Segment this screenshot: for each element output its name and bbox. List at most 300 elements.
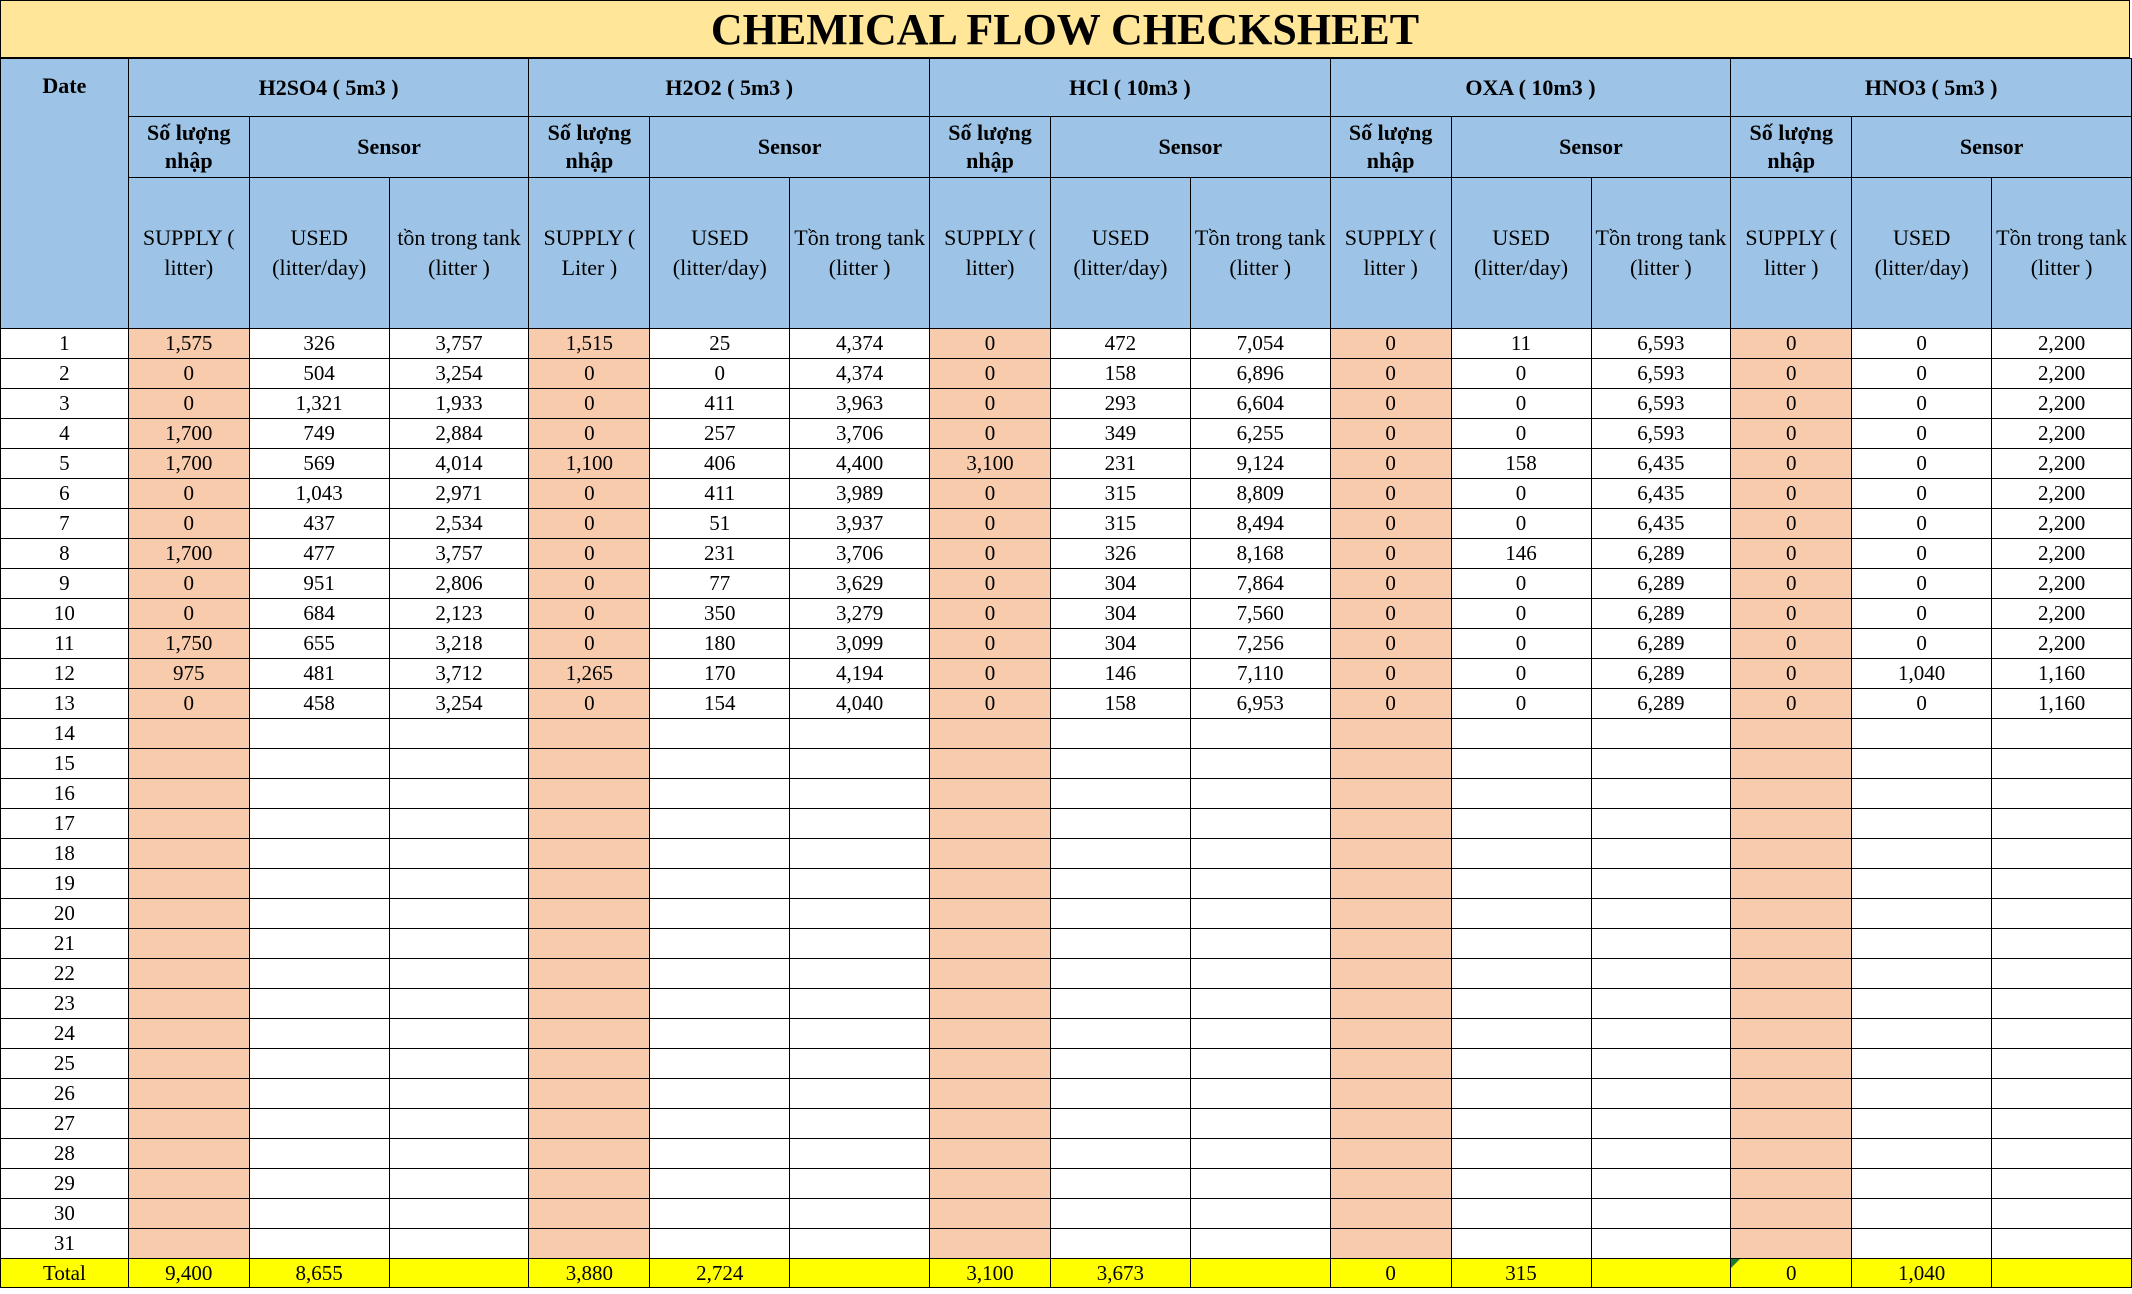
cell-supply-oxa[interactable]: 0 bbox=[1330, 539, 1451, 569]
cell-supply-hcl[interactable] bbox=[930, 869, 1051, 899]
cell-supply-h2o2[interactable] bbox=[529, 1139, 650, 1169]
cell-used-h2o2[interactable] bbox=[650, 959, 790, 989]
cell-used-hno3[interactable] bbox=[1852, 719, 1992, 749]
cell-used-hcl[interactable] bbox=[1050, 779, 1190, 809]
cell-used-hno3[interactable]: 0 bbox=[1852, 509, 1992, 539]
cell-supply-h2so4[interactable]: 0 bbox=[128, 509, 249, 539]
cell-used-oxa[interactable]: 0 bbox=[1451, 629, 1591, 659]
cell-supply-h2so4[interactable] bbox=[128, 749, 249, 779]
total-tank-h2so4[interactable] bbox=[389, 1259, 529, 1288]
cell-tank-h2so4[interactable]: 4,014 bbox=[389, 449, 529, 479]
cell-date[interactable]: 11 bbox=[1, 629, 129, 659]
cell-supply-oxa[interactable] bbox=[1330, 1109, 1451, 1139]
total-tank-hcl[interactable] bbox=[1190, 1259, 1330, 1288]
cell-used-hcl[interactable]: 231 bbox=[1050, 449, 1190, 479]
cell-supply-hcl[interactable]: 0 bbox=[930, 419, 1051, 449]
cell-tank-h2o2[interactable] bbox=[790, 1079, 930, 1109]
cell-supply-oxa[interactable]: 0 bbox=[1330, 419, 1451, 449]
used-header-oxa[interactable]: USED (litter/day) bbox=[1451, 178, 1591, 329]
cell-supply-oxa[interactable] bbox=[1330, 1049, 1451, 1079]
cell-used-oxa[interactable]: 11 bbox=[1451, 329, 1591, 359]
cell-tank-h2o2[interactable]: 3,099 bbox=[790, 629, 930, 659]
cell-tank-hcl[interactable]: 7,560 bbox=[1190, 599, 1330, 629]
cell-supply-h2o2[interactable]: 0 bbox=[529, 539, 650, 569]
cell-tank-hno3[interactable] bbox=[1992, 1199, 2132, 1229]
cell-tank-oxa[interactable] bbox=[1591, 1199, 1731, 1229]
cell-supply-h2so4[interactable] bbox=[128, 959, 249, 989]
cell-used-hcl[interactable]: 349 bbox=[1050, 419, 1190, 449]
cell-date[interactable]: 16 bbox=[1, 779, 129, 809]
cell-used-h2o2[interactable] bbox=[650, 719, 790, 749]
cell-supply-hno3[interactable] bbox=[1731, 1109, 1852, 1139]
cell-tank-hcl[interactable] bbox=[1190, 809, 1330, 839]
cell-tank-h2o2[interactable] bbox=[790, 1049, 930, 1079]
cell-supply-h2so4[interactable]: 1,575 bbox=[128, 329, 249, 359]
qty-header-h2o2[interactable]: Số lượng nhập bbox=[529, 117, 650, 178]
cell-used-oxa[interactable] bbox=[1451, 779, 1591, 809]
cell-supply-h2so4[interactable]: 1,700 bbox=[128, 419, 249, 449]
sensor-header-h2so4[interactable]: Sensor bbox=[249, 117, 529, 178]
cell-used-oxa[interactable] bbox=[1451, 959, 1591, 989]
cell-used-hcl[interactable] bbox=[1050, 719, 1190, 749]
cell-used-hcl[interactable]: 158 bbox=[1050, 359, 1190, 389]
cell-supply-h2o2[interactable]: 0 bbox=[529, 629, 650, 659]
cell-supply-oxa[interactable]: 0 bbox=[1330, 449, 1451, 479]
cell-date[interactable]: 18 bbox=[1, 839, 129, 869]
cell-tank-hcl[interactable] bbox=[1190, 1139, 1330, 1169]
total-used-hcl[interactable]: 3,673 bbox=[1050, 1259, 1190, 1288]
total-supply-h2so4[interactable]: 9,400 bbox=[128, 1259, 249, 1288]
cell-used-hcl[interactable]: 304 bbox=[1050, 569, 1190, 599]
cell-tank-hcl[interactable]: 6,953 bbox=[1190, 689, 1330, 719]
cell-used-hcl[interactable] bbox=[1050, 1019, 1190, 1049]
cell-used-hno3[interactable]: 0 bbox=[1852, 539, 1992, 569]
cell-used-h2so4[interactable]: 684 bbox=[249, 599, 389, 629]
total-used-oxa[interactable]: 315 bbox=[1451, 1259, 1591, 1288]
cell-tank-h2so4[interactable]: 3,218 bbox=[389, 629, 529, 659]
cell-supply-h2so4[interactable] bbox=[128, 1019, 249, 1049]
cell-tank-h2so4[interactable] bbox=[389, 929, 529, 959]
cell-tank-oxa[interactable] bbox=[1591, 989, 1731, 1019]
cell-tank-h2so4[interactable] bbox=[389, 1199, 529, 1229]
cell-tank-h2o2[interactable]: 4,400 bbox=[790, 449, 930, 479]
cell-tank-h2o2[interactable] bbox=[790, 929, 930, 959]
cell-tank-h2so4[interactable]: 2,971 bbox=[389, 479, 529, 509]
cell-tank-h2o2[interactable]: 4,374 bbox=[790, 359, 930, 389]
cell-tank-oxa[interactable] bbox=[1591, 869, 1731, 899]
total-supply-hcl[interactable]: 3,100 bbox=[930, 1259, 1051, 1288]
cell-supply-h2so4[interactable] bbox=[128, 989, 249, 1019]
used-header-hcl[interactable]: USED (litter/day) bbox=[1050, 178, 1190, 329]
cell-used-h2so4[interactable] bbox=[249, 839, 389, 869]
cell-used-h2o2[interactable]: 231 bbox=[650, 539, 790, 569]
cell-supply-hcl[interactable] bbox=[930, 719, 1051, 749]
cell-used-oxa[interactable] bbox=[1451, 869, 1591, 899]
cell-used-oxa[interactable]: 0 bbox=[1451, 359, 1591, 389]
cell-date[interactable]: 20 bbox=[1, 899, 129, 929]
cell-used-h2so4[interactable]: 749 bbox=[249, 419, 389, 449]
supply-header-h2so4[interactable]: SUPPLY ( litter) bbox=[128, 178, 249, 329]
cell-supply-h2o2[interactable] bbox=[529, 1169, 650, 1199]
cell-supply-hno3[interactable]: 0 bbox=[1731, 569, 1852, 599]
cell-used-hno3[interactable] bbox=[1852, 1109, 1992, 1139]
cell-tank-hno3[interactable]: 2,200 bbox=[1992, 389, 2132, 419]
cell-supply-hcl[interactable] bbox=[930, 929, 1051, 959]
cell-date[interactable]: 7 bbox=[1, 509, 129, 539]
cell-supply-oxa[interactable] bbox=[1330, 869, 1451, 899]
cell-tank-h2so4[interactable]: 3,254 bbox=[389, 689, 529, 719]
cell-used-hno3[interactable] bbox=[1852, 989, 1992, 1019]
cell-used-h2so4[interactable] bbox=[249, 779, 389, 809]
cell-date[interactable]: 29 bbox=[1, 1169, 129, 1199]
cell-tank-h2o2[interactable]: 3,706 bbox=[790, 539, 930, 569]
cell-supply-h2so4[interactable]: 975 bbox=[128, 659, 249, 689]
cell-used-oxa[interactable]: 0 bbox=[1451, 389, 1591, 419]
cell-tank-hno3[interactable] bbox=[1992, 1019, 2132, 1049]
cell-tank-h2o2[interactable]: 3,629 bbox=[790, 569, 930, 599]
cell-supply-hno3[interactable] bbox=[1731, 989, 1852, 1019]
cell-used-hno3[interactable] bbox=[1852, 869, 1992, 899]
cell-tank-oxa[interactable] bbox=[1591, 779, 1731, 809]
cell-used-hcl[interactable] bbox=[1050, 1199, 1190, 1229]
cell-supply-h2so4[interactable]: 0 bbox=[128, 359, 249, 389]
cell-date[interactable]: 10 bbox=[1, 599, 129, 629]
cell-used-h2o2[interactable] bbox=[650, 1169, 790, 1199]
cell-used-h2o2[interactable]: 51 bbox=[650, 509, 790, 539]
cell-supply-h2o2[interactable] bbox=[529, 1229, 650, 1259]
cell-tank-hno3[interactable]: 2,200 bbox=[1992, 539, 2132, 569]
total-tank-h2o2[interactable] bbox=[790, 1259, 930, 1288]
cell-used-oxa[interactable] bbox=[1451, 749, 1591, 779]
cell-used-oxa[interactable] bbox=[1451, 899, 1591, 929]
cell-tank-hcl[interactable] bbox=[1190, 899, 1330, 929]
cell-tank-h2so4[interactable] bbox=[389, 809, 529, 839]
cell-supply-hno3[interactable]: 0 bbox=[1731, 659, 1852, 689]
cell-used-hno3[interactable]: 0 bbox=[1852, 569, 1992, 599]
cell-used-h2o2[interactable]: 180 bbox=[650, 629, 790, 659]
qty-header-hcl[interactable]: Số lượng nhập bbox=[930, 117, 1051, 178]
cell-used-h2so4[interactable] bbox=[249, 1019, 389, 1049]
cell-supply-hcl[interactable] bbox=[930, 1199, 1051, 1229]
cell-used-hcl[interactable] bbox=[1050, 989, 1190, 1019]
cell-used-h2o2[interactable] bbox=[650, 1109, 790, 1139]
cell-tank-hno3[interactable]: 2,200 bbox=[1992, 449, 2132, 479]
cell-used-h2o2[interactable]: 170 bbox=[650, 659, 790, 689]
supply-header-oxa[interactable]: SUPPLY ( litter ) bbox=[1330, 178, 1451, 329]
cell-used-h2o2[interactable]: 350 bbox=[650, 599, 790, 629]
cell-tank-h2so4[interactable] bbox=[389, 989, 529, 1019]
cell-used-hno3[interactable]: 0 bbox=[1852, 689, 1992, 719]
cell-tank-h2so4[interactable] bbox=[389, 1139, 529, 1169]
cell-supply-h2so4[interactable]: 1,700 bbox=[128, 449, 249, 479]
cell-used-h2o2[interactable] bbox=[650, 749, 790, 779]
cell-supply-oxa[interactable]: 0 bbox=[1330, 629, 1451, 659]
total-supply-oxa[interactable]: 0 bbox=[1330, 1259, 1451, 1288]
cell-tank-hno3[interactable]: 2,200 bbox=[1992, 599, 2132, 629]
cell-tank-hcl[interactable]: 7,054 bbox=[1190, 329, 1330, 359]
cell-date[interactable]: 23 bbox=[1, 989, 129, 1019]
sensor-header-h2o2[interactable]: Sensor bbox=[650, 117, 930, 178]
cell-used-hno3[interactable] bbox=[1852, 1079, 1992, 1109]
cell-supply-hcl[interactable]: 0 bbox=[930, 359, 1051, 389]
cell-used-h2so4[interactable]: 458 bbox=[249, 689, 389, 719]
cell-tank-h2so4[interactable]: 3,757 bbox=[389, 539, 529, 569]
cell-supply-h2so4[interactable] bbox=[128, 1049, 249, 1079]
cell-used-hcl[interactable]: 472 bbox=[1050, 329, 1190, 359]
cell-date[interactable]: 5 bbox=[1, 449, 129, 479]
cell-used-oxa[interactable]: 0 bbox=[1451, 569, 1591, 599]
cell-tank-oxa[interactable]: 6,593 bbox=[1591, 359, 1731, 389]
cell-used-hno3[interactable] bbox=[1852, 1049, 1992, 1079]
cell-supply-oxa[interactable]: 0 bbox=[1330, 479, 1451, 509]
cell-supply-hno3[interactable] bbox=[1731, 1169, 1852, 1199]
cell-tank-oxa[interactable] bbox=[1591, 1109, 1731, 1139]
cell-used-hcl[interactable] bbox=[1050, 1049, 1190, 1079]
cell-tank-hno3[interactable] bbox=[1992, 989, 2132, 1019]
cell-used-oxa[interactable]: 0 bbox=[1451, 659, 1591, 689]
cell-used-hno3[interactable] bbox=[1852, 1229, 1992, 1259]
cell-tank-hno3[interactable] bbox=[1992, 719, 2132, 749]
cell-supply-hno3[interactable]: 0 bbox=[1731, 629, 1852, 659]
cell-supply-hcl[interactable] bbox=[930, 1079, 1051, 1109]
tank-header-hno3[interactable]: Tồn trong tank (litter ) bbox=[1992, 178, 2132, 329]
cell-supply-h2o2[interactable]: 0 bbox=[529, 599, 650, 629]
cell-used-h2so4[interactable]: 655 bbox=[249, 629, 389, 659]
cell-tank-oxa[interactable]: 6,593 bbox=[1591, 419, 1731, 449]
tank-header-hcl[interactable]: Tồn trong tank (litter ) bbox=[1190, 178, 1330, 329]
cell-supply-h2o2[interactable] bbox=[529, 899, 650, 929]
cell-used-h2o2[interactable] bbox=[650, 1139, 790, 1169]
cell-tank-h2so4[interactable] bbox=[389, 1049, 529, 1079]
cell-used-hno3[interactable] bbox=[1852, 809, 1992, 839]
cell-tank-hno3[interactable] bbox=[1992, 869, 2132, 899]
cell-supply-hcl[interactable]: 0 bbox=[930, 689, 1051, 719]
cell-tank-hcl[interactable] bbox=[1190, 1049, 1330, 1079]
cell-used-hcl[interactable] bbox=[1050, 929, 1190, 959]
cell-tank-hno3[interactable]: 2,200 bbox=[1992, 629, 2132, 659]
cell-tank-oxa[interactable]: 6,289 bbox=[1591, 569, 1731, 599]
sensor-header-oxa[interactable]: Sensor bbox=[1451, 117, 1731, 178]
cell-supply-h2so4[interactable] bbox=[128, 839, 249, 869]
cell-used-h2so4[interactable]: 477 bbox=[249, 539, 389, 569]
cell-date[interactable]: 2 bbox=[1, 359, 129, 389]
cell-supply-hcl[interactable] bbox=[930, 1019, 1051, 1049]
cell-supply-h2so4[interactable]: 0 bbox=[128, 389, 249, 419]
cell-used-hcl[interactable] bbox=[1050, 899, 1190, 929]
cell-used-h2so4[interactable] bbox=[249, 719, 389, 749]
cell-used-h2so4[interactable]: 326 bbox=[249, 329, 389, 359]
cell-tank-h2so4[interactable] bbox=[389, 1169, 529, 1199]
cell-used-h2o2[interactable]: 411 bbox=[650, 479, 790, 509]
cell-supply-h2so4[interactable] bbox=[128, 719, 249, 749]
cell-used-oxa[interactable] bbox=[1451, 1049, 1591, 1079]
cell-tank-oxa[interactable] bbox=[1591, 1229, 1731, 1259]
cell-used-h2so4[interactable]: 481 bbox=[249, 659, 389, 689]
cell-supply-h2o2[interactable] bbox=[529, 959, 650, 989]
cell-supply-h2o2[interactable] bbox=[529, 1079, 650, 1109]
cell-supply-oxa[interactable]: 0 bbox=[1330, 659, 1451, 689]
supply-header-hcl[interactable]: SUPPLY ( litter) bbox=[930, 178, 1051, 329]
cell-tank-hno3[interactable]: 1,160 bbox=[1992, 659, 2132, 689]
cell-tank-h2so4[interactable] bbox=[389, 1079, 529, 1109]
chemical-header-hcl[interactable]: HCl ( 10m3 ) bbox=[930, 59, 1331, 117]
cell-used-hno3[interactable]: 0 bbox=[1852, 599, 1992, 629]
cell-supply-h2so4[interactable] bbox=[128, 1139, 249, 1169]
cell-date[interactable]: 24 bbox=[1, 1019, 129, 1049]
cell-used-hno3[interactable] bbox=[1852, 1169, 1992, 1199]
cell-tank-oxa[interactable]: 6,289 bbox=[1591, 629, 1731, 659]
cell-supply-oxa[interactable] bbox=[1330, 809, 1451, 839]
cell-date[interactable]: 19 bbox=[1, 869, 129, 899]
cell-used-hno3[interactable]: 0 bbox=[1852, 359, 1992, 389]
cell-tank-oxa[interactable] bbox=[1591, 1139, 1731, 1169]
cell-used-h2o2[interactable] bbox=[650, 989, 790, 1019]
cell-used-hcl[interactable] bbox=[1050, 1169, 1190, 1199]
cell-used-h2o2[interactable] bbox=[650, 899, 790, 929]
cell-supply-h2o2[interactable]: 0 bbox=[529, 689, 650, 719]
cell-used-oxa[interactable] bbox=[1451, 1019, 1591, 1049]
cell-tank-hno3[interactable]: 2,200 bbox=[1992, 329, 2132, 359]
cell-supply-hcl[interactable] bbox=[930, 779, 1051, 809]
cell-tank-h2o2[interactable]: 3,963 bbox=[790, 389, 930, 419]
cell-supply-hno3[interactable] bbox=[1731, 1019, 1852, 1049]
cell-used-hcl[interactable] bbox=[1050, 1079, 1190, 1109]
cell-supply-h2o2[interactable]: 1,515 bbox=[529, 329, 650, 359]
cell-date[interactable]: 13 bbox=[1, 689, 129, 719]
cell-tank-h2o2[interactable] bbox=[790, 1169, 930, 1199]
cell-tank-hcl[interactable] bbox=[1190, 1019, 1330, 1049]
used-header-hno3[interactable]: USED (litter/day) bbox=[1852, 178, 1992, 329]
cell-supply-h2o2[interactable]: 0 bbox=[529, 569, 650, 599]
cell-used-oxa[interactable] bbox=[1451, 839, 1591, 869]
cell-tank-h2o2[interactable]: 3,937 bbox=[790, 509, 930, 539]
cell-supply-h2o2[interactable]: 0 bbox=[529, 419, 650, 449]
cell-supply-hno3[interactable] bbox=[1731, 839, 1852, 869]
cell-used-hno3[interactable] bbox=[1852, 779, 1992, 809]
cell-supply-h2o2[interactable]: 1,265 bbox=[529, 659, 650, 689]
cell-used-h2so4[interactable] bbox=[249, 1229, 389, 1259]
cell-supply-h2so4[interactable]: 1,750 bbox=[128, 629, 249, 659]
cell-used-hcl[interactable]: 293 bbox=[1050, 389, 1190, 419]
cell-supply-h2o2[interactable] bbox=[529, 1109, 650, 1139]
cell-supply-hno3[interactable] bbox=[1731, 749, 1852, 779]
used-header-h2so4[interactable]: USED (litter/day) bbox=[249, 178, 389, 329]
cell-tank-oxa[interactable] bbox=[1591, 1019, 1731, 1049]
cell-tank-hcl[interactable]: 6,896 bbox=[1190, 359, 1330, 389]
cell-used-hno3[interactable] bbox=[1852, 1139, 1992, 1169]
cell-used-hcl[interactable] bbox=[1050, 1139, 1190, 1169]
cell-used-h2so4[interactable] bbox=[249, 1079, 389, 1109]
cell-used-hcl[interactable] bbox=[1050, 749, 1190, 779]
cell-used-h2o2[interactable] bbox=[650, 809, 790, 839]
cell-supply-hcl[interactable] bbox=[930, 1049, 1051, 1079]
cell-date[interactable]: 27 bbox=[1, 1109, 129, 1139]
cell-tank-hno3[interactable] bbox=[1992, 839, 2132, 869]
cell-supply-hno3[interactable]: 0 bbox=[1731, 479, 1852, 509]
cell-supply-hno3[interactable] bbox=[1731, 1199, 1852, 1229]
cell-tank-oxa[interactable] bbox=[1591, 959, 1731, 989]
cell-supply-hno3[interactable]: 0 bbox=[1731, 599, 1852, 629]
cell-used-hcl[interactable]: 146 bbox=[1050, 659, 1190, 689]
cell-supply-hcl[interactable]: 3,100 bbox=[930, 449, 1051, 479]
cell-tank-h2o2[interactable] bbox=[790, 1229, 930, 1259]
cell-used-hcl[interactable] bbox=[1050, 1229, 1190, 1259]
cell-date[interactable]: 28 bbox=[1, 1139, 129, 1169]
cell-used-h2o2[interactable]: 154 bbox=[650, 689, 790, 719]
cell-tank-h2so4[interactable]: 3,712 bbox=[389, 659, 529, 689]
cell-tank-h2o2[interactable] bbox=[790, 809, 930, 839]
cell-supply-h2o2[interactable] bbox=[529, 1199, 650, 1229]
cell-supply-h2so4[interactable] bbox=[128, 869, 249, 899]
chemical-header-h2o2[interactable]: H2O2 ( 5m3 ) bbox=[529, 59, 930, 117]
cell-supply-oxa[interactable]: 0 bbox=[1330, 599, 1451, 629]
cell-used-h2o2[interactable] bbox=[650, 1019, 790, 1049]
cell-tank-hcl[interactable] bbox=[1190, 1109, 1330, 1139]
cell-supply-h2so4[interactable]: 0 bbox=[128, 569, 249, 599]
cell-supply-oxa[interactable]: 0 bbox=[1330, 329, 1451, 359]
cell-supply-hno3[interactable] bbox=[1731, 779, 1852, 809]
qty-header-hno3[interactable]: Số lượng nhập bbox=[1731, 117, 1852, 178]
cell-tank-hno3[interactable]: 2,200 bbox=[1992, 569, 2132, 599]
cell-used-h2so4[interactable] bbox=[249, 1139, 389, 1169]
cell-supply-h2so4[interactable] bbox=[128, 1109, 249, 1139]
cell-tank-h2o2[interactable]: 3,706 bbox=[790, 419, 930, 449]
total-supply-hno3[interactable]: 0 bbox=[1731, 1259, 1852, 1288]
cell-tank-oxa[interactable] bbox=[1591, 719, 1731, 749]
cell-used-hno3[interactable]: 0 bbox=[1852, 449, 1992, 479]
total-tank-oxa[interactable] bbox=[1591, 1259, 1731, 1288]
cell-tank-oxa[interactable]: 6,435 bbox=[1591, 479, 1731, 509]
cell-tank-hcl[interactable]: 7,110 bbox=[1190, 659, 1330, 689]
total-used-hno3[interactable]: 1,040 bbox=[1852, 1259, 1992, 1288]
cell-tank-h2o2[interactable] bbox=[790, 899, 930, 929]
cell-supply-h2o2[interactable]: 0 bbox=[529, 479, 650, 509]
cell-used-oxa[interactable]: 0 bbox=[1451, 479, 1591, 509]
cell-supply-hcl[interactable]: 0 bbox=[930, 599, 1051, 629]
cell-supply-h2so4[interactable] bbox=[128, 779, 249, 809]
cell-supply-hno3[interactable]: 0 bbox=[1731, 539, 1852, 569]
cell-used-hno3[interactable]: 0 bbox=[1852, 479, 1992, 509]
cell-supply-h2o2[interactable]: 1,100 bbox=[529, 449, 650, 479]
cell-tank-hcl[interactable] bbox=[1190, 959, 1330, 989]
cell-tank-hno3[interactable] bbox=[1992, 749, 2132, 779]
cell-used-hcl[interactable] bbox=[1050, 809, 1190, 839]
cell-supply-oxa[interactable] bbox=[1330, 779, 1451, 809]
cell-used-hcl[interactable] bbox=[1050, 959, 1190, 989]
total-used-h2so4[interactable]: 8,655 bbox=[249, 1259, 389, 1288]
cell-used-hcl[interactable]: 326 bbox=[1050, 539, 1190, 569]
cell-supply-oxa[interactable] bbox=[1330, 1169, 1451, 1199]
cell-supply-hno3[interactable] bbox=[1731, 1079, 1852, 1109]
cell-used-hno3[interactable]: 0 bbox=[1852, 419, 1992, 449]
cell-tank-oxa[interactable]: 6,289 bbox=[1591, 659, 1731, 689]
cell-date[interactable]: 30 bbox=[1, 1199, 129, 1229]
total-tank-hno3[interactable] bbox=[1992, 1259, 2132, 1288]
cell-used-oxa[interactable] bbox=[1451, 809, 1591, 839]
cell-tank-hno3[interactable]: 2,200 bbox=[1992, 509, 2132, 539]
cell-used-h2o2[interactable] bbox=[650, 1229, 790, 1259]
cell-used-h2so4[interactable] bbox=[249, 929, 389, 959]
cell-used-hno3[interactable] bbox=[1852, 929, 1992, 959]
total-label[interactable]: Total bbox=[1, 1259, 129, 1288]
cell-used-h2o2[interactable] bbox=[650, 779, 790, 809]
cell-supply-h2o2[interactable] bbox=[529, 749, 650, 779]
cell-used-oxa[interactable]: 0 bbox=[1451, 419, 1591, 449]
cell-date[interactable]: 21 bbox=[1, 929, 129, 959]
cell-tank-hcl[interactable] bbox=[1190, 869, 1330, 899]
cell-used-oxa[interactable] bbox=[1451, 1139, 1591, 1169]
cell-supply-hno3[interactable] bbox=[1731, 1229, 1852, 1259]
